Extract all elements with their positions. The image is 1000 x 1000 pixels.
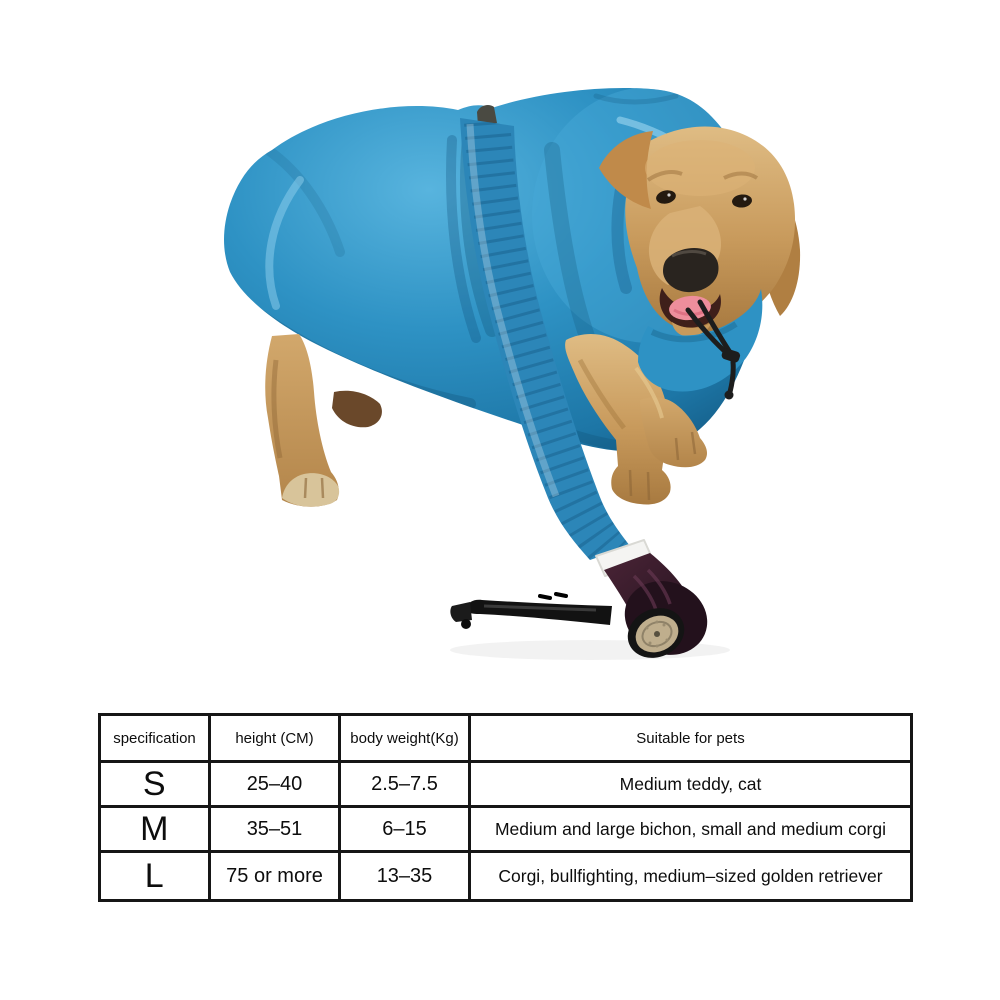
spec-table (98, 713, 913, 902)
size-label: M (100, 807, 210, 852)
pets-value: Corgi, bullfighting, medium–sized golden retriever (470, 852, 912, 901)
weight-value: 2.5–7.5 (340, 762, 470, 807)
weight-value: 6–15 (340, 807, 470, 852)
spec-table-header-row (100, 715, 912, 762)
pets-value: Medium and large bichon, small and medium corgi (470, 807, 912, 852)
header-specification: specification (100, 715, 210, 762)
cord-end-knob (725, 391, 734, 400)
table-row-size-s (100, 762, 912, 807)
size-label: S (100, 762, 210, 807)
header-height: height (CM) (210, 715, 340, 762)
height-value: 75 or more (210, 852, 340, 901)
size-spec-table (98, 713, 910, 902)
table-row-size-l (100, 852, 912, 901)
pets-value: Medium teddy, cat (470, 762, 912, 807)
height-value: 25–40 (210, 762, 340, 807)
weight-value: 13–35 (340, 852, 470, 901)
dog-rear-paw-shadowed (332, 391, 382, 428)
dryer-handle-tip (450, 602, 472, 622)
size-label: L (100, 852, 210, 901)
header-body-weight: body weight(Kg) (340, 715, 470, 762)
dog-rear-leg (265, 334, 339, 507)
header-suitable-pets: Suitable for pets (470, 715, 912, 762)
table-row-size-m (100, 807, 912, 852)
dryer-handle (466, 600, 612, 625)
height-value: 35–51 (210, 807, 340, 852)
